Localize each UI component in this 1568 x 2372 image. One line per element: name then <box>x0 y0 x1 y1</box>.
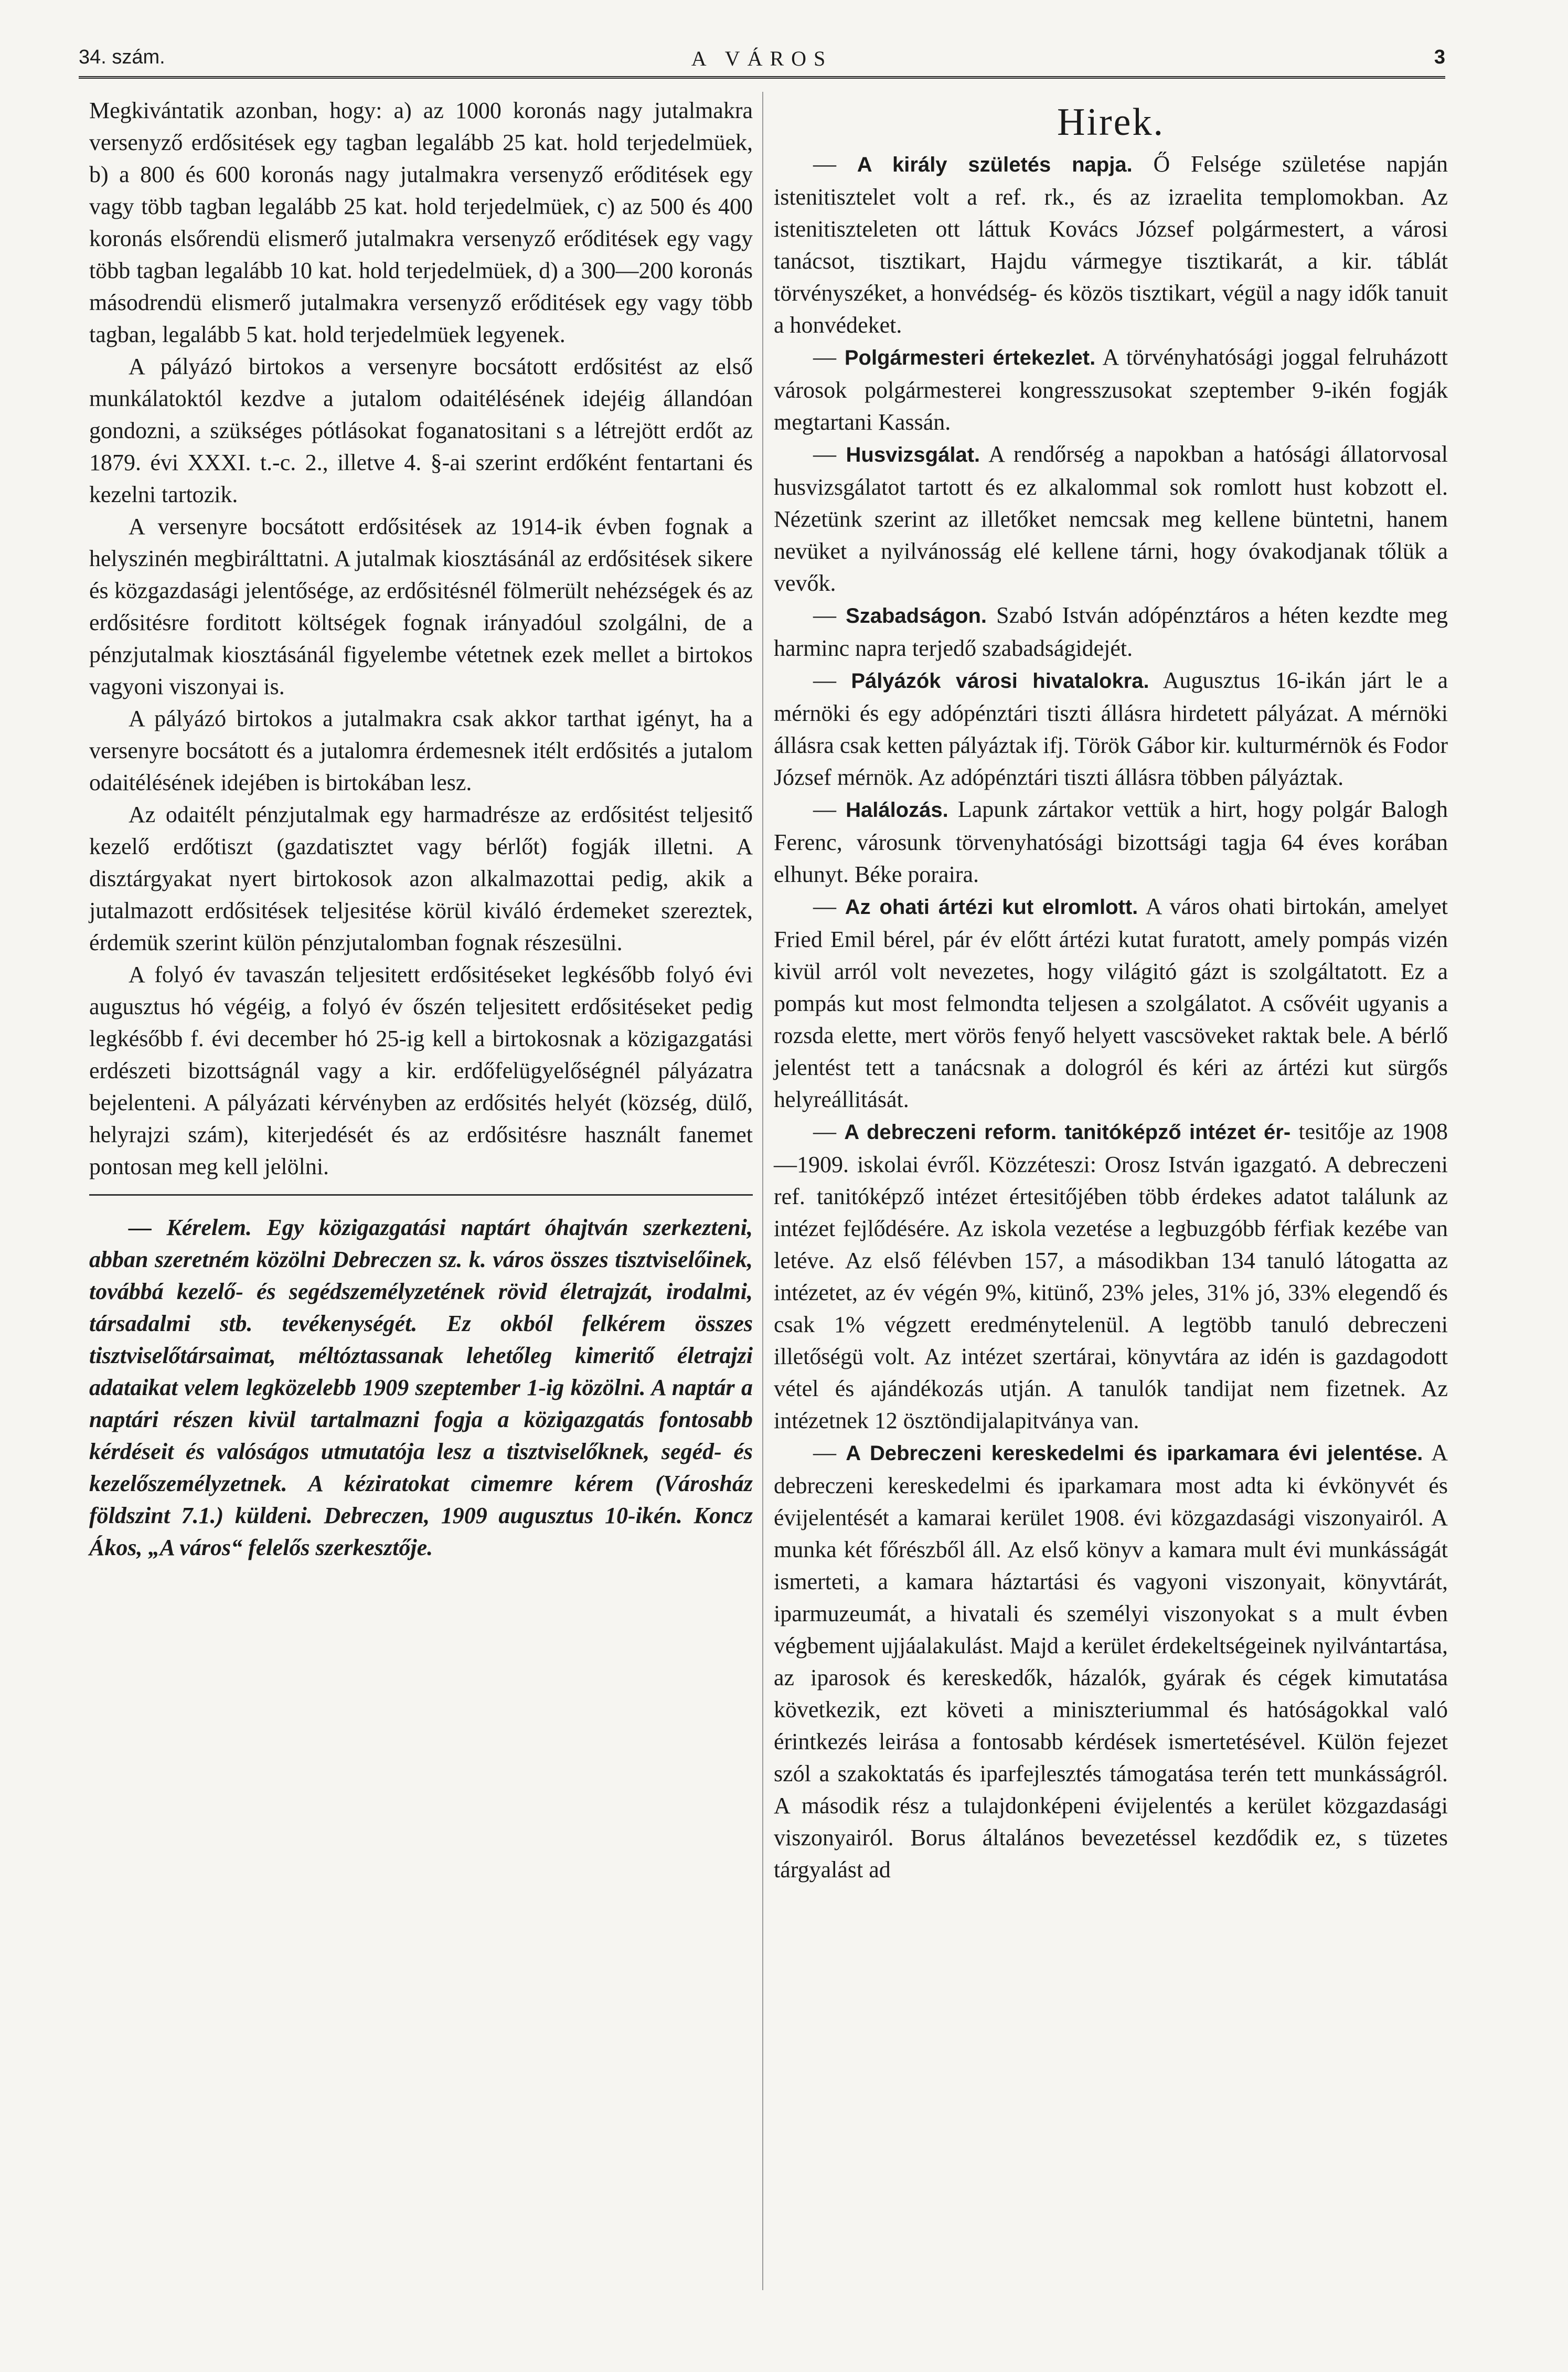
news-item-text: Lapunk zártakor vettük a hirt, hogy polgár Balogh Ferenc, városunk törvenyhatósági bizottsági tagja 64 éves korában elhunyt. Béke poraira. <box>774 796 1448 887</box>
paragraph: A folyó év tavaszán teljesitett erdősitéseket legkésőbb folyó évi augusztus hó végéig, a folyó év őszén teljesitett erdősitéseket pedig legkésőbb f. évi december hó 25-ig kell a birtokosnak a közigazgatási erdészeti bizottságnál vagy a kir. erdőfelügyelőségnél pályázatra bejelenteni. A pályázati kérvényben az erdősités helyét (község, dülő, helyrajzi szám), kiterjedését és az erdősitésre használt fanemet pontosan meg kell jelölni. <box>89 962 753 1179</box>
news-item-text: A debreczeni kereskedelmi és iparkamara most adta ki évkönyvét és évijelentését a kamarai kerület 1908. évi közgazdasági viszonyairól. A munka két főrészből áll. Az első könyv a kamara mult évi munkásságát ismerteti, a kamara háztartási és vagyoni viszonyait, könyvtárát, iparmuzeumát, a hivatali és személyi viszonyokat s a mult évben végbement ujjáalakulást. Majd a kerület érdekeltségeinek nyilvántartása, az iparosok és kereskedők, házalók, gyárak és cégek kimutatása következik, ezt követi a miniszteriummal és hatóságokkal való érintkezés leirása a fontosabb kérdések ismertetésével. Külön fejezet szól a szakoktatás és iparfejlesztés támogatása terén tett munkásságról. A második rész a tulajdonképeni évijelentés a kerület közgazdasági viszonyairól. Borus általános bevezetéssel kezdődik ez, s tüzetes tárgyalást ad <box>774 1440 1448 1882</box>
right-column <box>774 94 1448 1886</box>
section-rule <box>89 1194 753 1196</box>
news-item: — Szabadságon. Szabó István adópénztáros a héten kezdte meg harminc napra terjedő szabadságidejét. <box>774 602 1448 661</box>
news-item-title: A Debreczeni kereskedelmi és iparkamara évi jelentése. <box>846 1442 1423 1465</box>
paragraph: Az odaitélt pénzjutalmak egy harmadrésze az erdősitést teljesitő kezelő erdőtiszt (gazdatisztet vagy bérlőt) fogják illetni. A disztárgyakat nyert birtokosok azon alkalmazottai pedig, akik a jutalmazott erdősitések teljesitése körül kiváló érdemeket szereztek, érdemük szerint külön pénzjutalomban fognak részesülni. <box>89 802 753 955</box>
paragraph: A pályázó birtokos a versenyre bocsátott erdősitést az első munkálatoktól kezdve a jutalom odaitélésének idejéig állandóan gondozni, a szükséges pótlásokat foganatositani s a létrejött erdőt az 1879. évi XXXI. t.-c. 2., illetve 4. §-ai szerint erdőként fentartani és kezelni tartozik. <box>89 354 753 507</box>
news-item-title: Husvizsgálat. <box>846 443 980 466</box>
news-item-text: Ő Felsége születése napján istenitisztelet volt a ref. rk., és az izraelita templomokban. Az istenitiszteleten ott láttuk Kovács József polgármestert, a városi tanácsot, tisztikart, Hajdu vármegye tisztikarát, a kir. táblát törvényszéket, a honvédség- és közös tisztikart, végül a nagy idők tanuit a honvédeket. <box>774 151 1448 338</box>
news-item-text: tesitője az 1908—1909. iskolai évről. Közzéteszi: Orosz István igazgató. A debreczeni ref. tanitóképző intézet értesitőjében több érdekes adatot találunk az intézet fejlődésére. Az iskola vezetése a legbuzgóbb férfiak kezébe van letéve. Az első félévben 157, a másodikban 134 tanuló látogatta az intézetet, az év végén 9%, kitünő, 23% jeles, 31% jó, 33% elegendő és csak 1% végzett eredménytelenül. A legtöbb tanuló debreczeni illetőségü volt. Az intézet szertárai, könyvtára az idén is gazdagodott vétel és ajándékozás utján. A tanulók tandijat nem fizetnek. Az intézetnek 12 ösztöndijalapitványa van. <box>774 1119 1448 1433</box>
news-item: — Polgármesteri értekezlet. A törvényhatósági joggal felruházott városok polgármesterei kongresszusokat szeptember 9-ikén fogják megtartani Kassán. <box>774 344 1448 435</box>
news-item-text: A rendőrség a napokban a hatósági állatorvosal husvizsgálatot tartott és ez alkalommal sok romlott hust kobzott el. Nézetünk szerint az illetőket nemcsak meg kellene büntetni, hanem nevüket a nyilvánosság elé kellene tárni, hogy óvakodjanak tőlük a vevők. <box>774 441 1448 596</box>
news-item-title: Halálozás. <box>846 799 948 822</box>
page-number: 3 <box>1434 46 1445 68</box>
news-item-title: A király születés napja. <box>857 153 1133 176</box>
news-item-text: Augusztus 16-ikán járt le a mérnöki és egy adópénztári tiszti állásra hirdetett pályázat. A mérnöki állásra csak ketten pályáztak ifj. Török Gábor kir. kulturmérnök és Fodor József mérnök. Az adópénztári tiszti állásra többen pályáztak. <box>774 667 1448 790</box>
column-divider <box>762 92 763 2290</box>
kerelem-notice <box>89 1211 753 1563</box>
news-item: — Husvizsgálat. A rendőrség a napokban a hatósági állatorvosal husvizsgálatot tartott és ez alkalommal sok romlott hust kobzott el. Nézetünk szerint az illetőket nemcsak meg kellene büntetni, hanem nevüket a nyilvánosság elé kellene tárni, hogy óvakodjanak tőlük a vevők. <box>774 441 1448 596</box>
news-item-title: Pályázók városi hivatalokra. <box>851 669 1149 693</box>
news-item-text: Szabó István adópénztáros a héten kezdte meg harminc napra terjedő szabadságidejét. <box>774 602 1448 661</box>
news-item-title: A debreczeni reform. tanitóképző intézet ér- <box>844 1121 1291 1144</box>
news-item-text: A törvényhatósági joggal felruházott városok polgármesterei kongresszusokat szeptember 9-ikén fogják megtartani Kassán. <box>774 344 1448 435</box>
paragraph: Megkivántatik azonban, hogy: a) az 1000 koronás nagy jutalmakra versenyző erdősitések egy tagban legalább 25 kat. hold terjedelmüek, b) a 800 és 600 koronás nagy jutalmakra versenyző erőditések egy vagy több tagban legalább 25 kat. hold terjedelmüek, c) az 500 és 400 koronás elsőrendü elismerő jutalmakra versenyző erőditések egy vagy több tagban legalább 10 kat. hold terjedelmüek, d) a 300—200 koronás másodrendü elismerő jutalmakra versenyző erőditések egy vagy több tagban, legalább 5 kat. hold terjedelmüek legyenek. <box>89 98 753 347</box>
paragraph: A pályázó birtokos a jutalmakra csak akkor tarthat igényt, ha a versenyre bocsátott és a jutalomra érdemesnek itélt erdősités a jutalom odaitélésének idejében is birtokában lesz. <box>89 706 753 795</box>
news-item-text: A város ohati birtokán, amelyet Fried Emil bérel, pár év előtt ártézi kutat furatott, amely pompás vizén kivül arról volt nevezetes, hogy világitó gázt is szolgáltatott. Ez a pompás kut most felmondta teljesen a szolgálatot. A csővéit ugyanis a rozsda elette, mert vörös fenyő helyett vascsöveket raktak bele. A bérlő jelentést tett a tanácsnak a dologról és kéri az ártézi kut sürgős helyreállitását. <box>774 894 1448 1112</box>
section-title: Hirek. <box>1057 101 1165 144</box>
newspaper-title: A VÁROS <box>691 47 833 70</box>
news-item-title: Az ohati ártézi kut elromlott. <box>845 896 1138 919</box>
news-item-title: Polgármesteri értekezlet. <box>844 346 1096 369</box>
left-column <box>89 94 753 1563</box>
paragraph: A versenyre bocsátott erdősitések az 1914-ik évben fognak a helyszinén megbirálttatni. A jutalmak kiosztásánál az erdősitések sikere és közgazdasági jelentősége, az erdősitésnél fölmerült nehézségek és az erdősitésre forditott költségek fognak irányadóul szolgálni, de a pénzjutalmak kiosztásánál figyelembe vétetnek ezek mellet a birtokos vagyoni viszonyai is. <box>89 514 753 699</box>
news-item-title: Szabadságon. <box>846 604 987 627</box>
kerelem-text: — Kérelem. Egy közigazgatási naptárt óhajtván szerkezteni, abban szeretném közölni Debreczen sz. k. város összes tisztviselőinek, továbbá kezelő- és segédszemélyzetének rövid életrajzát, irodalmi, társadalmi stb. tevékenységét. Ez okból felkérem összes tisztviselőtársaimat, méltóztassanak lehetőleg kimeritő életrajzi adataikat velem legközelebb 1909 szeptember 1-ig közölni. A naptár a naptári részen kivül tartalmazni fogja a közigazgatás fontosabb kérdéseit és valóságos utmutatója lesz a tisztviselőknek, segéd- és kezelőszemélyzetnek. A kéziratokat cimemre kérem (Városház földszint 7.1.) küldeni. Debreczen, 1909 augusztus 10-ikén. Koncz Ákos, „A város“ felelős szerkesztője. <box>89 1215 753 1560</box>
news-item: — Halálozás. Lapunk zártakor vettük a hirt, hogy polgár Balogh Ferenc, városunk törvenyhatósági bizottsági tagja 64 éves korában elhunyt. Béke poraira. <box>774 796 1448 887</box>
news-item: — A debreczeni reform. tanitóképző intézet ér- tesitője az 1908—1909. iskolai évről. Közzéteszi: Orosz István igazgató. A debreczeni ref. tanitóképző intézet értesitőjében több érdekes adatot találunk az intézet fejlődésére. Az iskola vezetése a legbuzgóbb férfiak kezébe van letéve. Az első félévben 157, a másodikban 134 tanuló látogatta az intézetet, az év végén 9%, kitünő, 23% jeles, 31% jó, 33% elegendő és csak 1% végzett eredménytelenül. A legtöbb tanuló debreczeni illetőségü volt. Az intézet szertárai, könyvtára az idén is gazdagodott vétel és ajándékozás utján. A tanulók tandijat nem fizetnek. Az intézetnek 12 ösztöndijalapitványa van. <box>774 1119 1448 1433</box>
news-item: — A király születés napja. Ő Felsége születése napján istenitisztelet volt a ref. rk., és az izraelita templomokban. Az istenitiszteleten ott láttuk Kovács József polgármestert, a városi tanácsot, tisztikart, Hajdu vármegye tisztikarát, a kir. táblát törvényszéket, a honvédség- és közös tisztikart, végül a nagy idők tanuit a honvédeket. <box>774 151 1448 338</box>
news-item: — Pályázók városi hivatalokra. Augusztus 16-ikán járt le a mérnöki és egy adópénztári tiszti állásra hirdetett pályázat. A mérnöki állásra csak ketten pályáztak ifj. Török Gábor kir. kulturmérnök és Fodor József mérnök. Az adópénztári tiszti állásra többen pályáztak. <box>774 667 1448 790</box>
news-item: — A Debreczeni kereskedelmi és iparkamara évi jelentése. A debreczeni kereskedelmi és iparkamara most adta ki évkönyvét és évijelentését a kamarai kerület 1908. évi közgazdasági viszonyairól. A munka két főrészből áll. Az első könyv a kamara mult évi munkásságát ismerteti, a kamara háztartási és vagyoni viszonyait, könyvtárát, iparmuzeumát, a hivatali és személyi viszonyokat s a mult évben végbement ujjáalakulást. Majd a kerület érdekeltségeinek nyilvántartása, az iparosok és kereskedők, házalók, gyárak és cégek kimutatása következik, ezt követi a miniszteriummal és hatóságokkal való érintkezés leirása a fontosabb kérdések ismertetésével. Külön fejezet szól a szakoktatás és iparfejlesztés támogatása terén tett munkásságról. A második rész a tulajdonképeni évijelentés a kerület közgazdasági viszonyairól. Borus általános bevezetéssel kezdődik ez, s tüzetes tárgyalást ad <box>774 1440 1448 1882</box>
header-rule <box>79 76 1445 79</box>
news-item: — Az ohati ártézi kut elromlott. A város ohati birtokán, amelyet Fried Emil bérel, pár év előtt ártézi kutat furatott, amely pompás vizén kivül arról volt nevezetes, hogy világitó gázt is szolgáltatott. Ez a pompás kut most felmondta teljesen a szolgálatot. A csővéit ugyanis a rozsda elette, mert vörös fenyő helyett vascsöveket raktak bele. A bérlő jelentést tett a tanácsnak a dologról és kéri az ártézi kut sürgős helyreállitását. <box>774 894 1448 1112</box>
issue-number: 34. szám. <box>79 46 165 68</box>
page-header <box>79 46 1445 79</box>
